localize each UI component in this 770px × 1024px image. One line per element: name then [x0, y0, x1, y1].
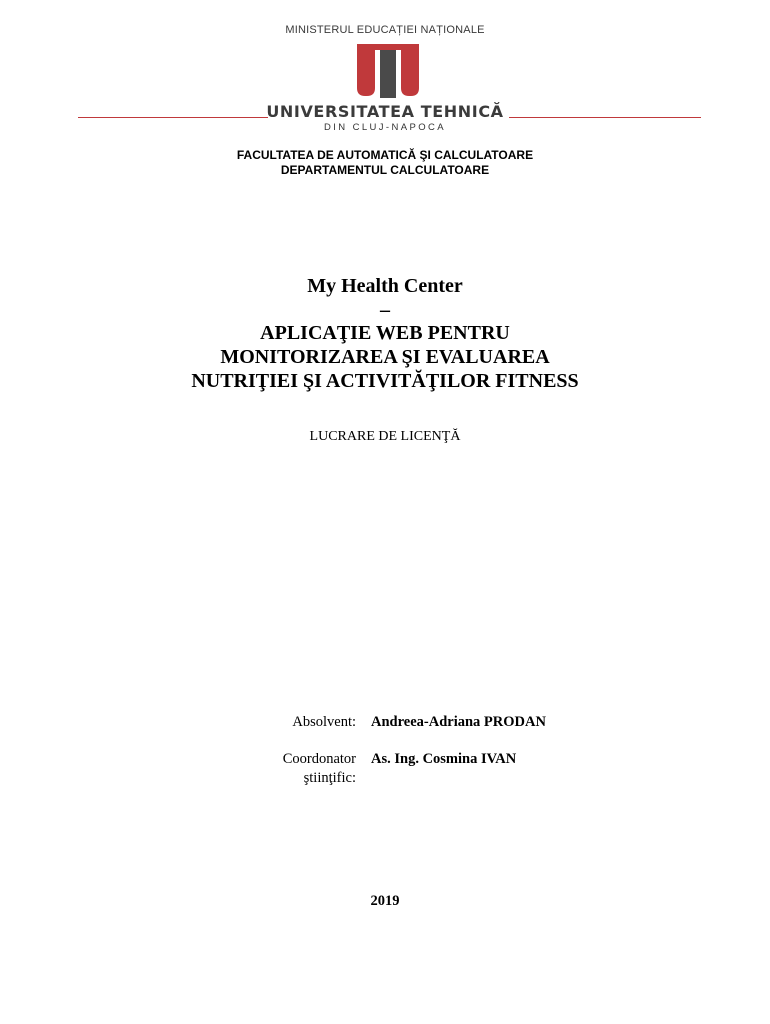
advisor-label-line: Coordonator — [282, 751, 356, 767]
ministry-name: MINISTERUL EDUCAȚIEI NAȚIONALE — [285, 24, 485, 36]
thesis-title: My Health Center — [307, 275, 463, 297]
graduate-label: Absolvent: — [292, 714, 356, 730]
advisor-label — [240, 750, 356, 788]
university-city: DIN CLUJ-NAPOCA — [323, 122, 447, 133]
subtitle-line: NUTRIŢIEI ŞI ACTIVITĂŢILOR FITNESS — [191, 370, 579, 392]
university-name: UNIVERSITATEA TEHNICĂ — [266, 102, 504, 121]
faculty-block — [0, 148, 770, 178]
subtitle-line: MONITORIZAREA ŞI EVALUAREA — [220, 346, 550, 368]
thesis-type: LUCRARE DE LICENŢĂ — [309, 429, 461, 444]
advisor-label-line: ştiinţific: — [303, 770, 356, 786]
year: 2019 — [370, 893, 400, 909]
faculty-name: FACULTATEA DE AUTOMATICĂ ŞI CALCULATOARE — [236, 148, 534, 162]
university-logo — [355, 44, 421, 98]
advisor-name: As. Ing. Cosmina IVAN — [371, 751, 517, 767]
title-separator: – — [380, 299, 390, 321]
subtitle-line: APLICAŢIE WEB PENTRU — [260, 322, 510, 344]
department-name: DEPARTAMENTUL CALCULATOARE — [280, 163, 490, 177]
thesis-subtitle — [0, 321, 770, 393]
graduate-name: Andreea-Adriana PRODAN — [371, 714, 546, 730]
